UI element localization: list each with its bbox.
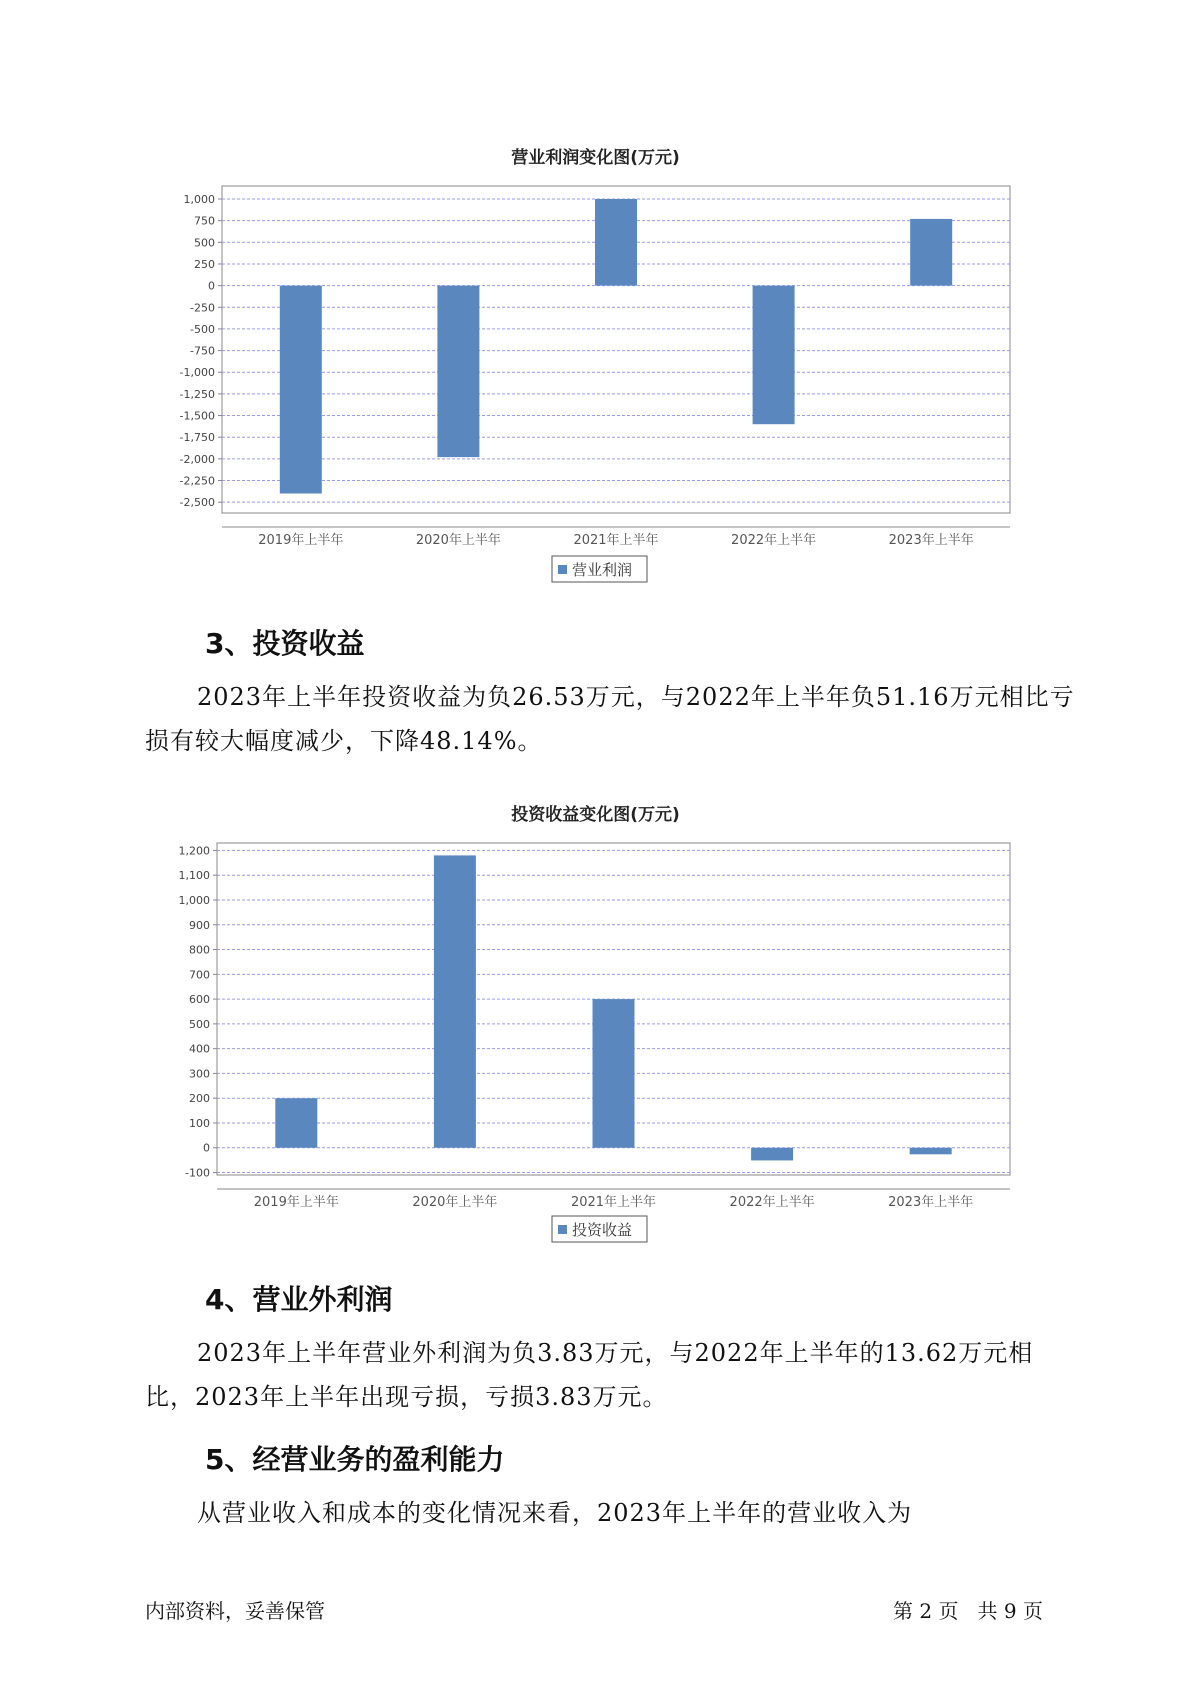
footer-page-number: 第 2 页 共 9 页 [893,1599,1043,1623]
y-tick-label: -2,500 [179,496,215,510]
bar [595,199,637,286]
y-tick-label: -100 [185,1166,210,1180]
bar [280,286,322,494]
bar [751,1148,793,1161]
bar [434,855,476,1147]
x-category-label: 2021年上半年 [573,533,659,548]
x-category-label: 2023年上半年 [888,1195,974,1210]
section-4-paragraph: 2023年上半年营业外利润为负3.83万元，与2022年上半年的13.62万元相比，2023年上半年出现亏损，亏损3.83万元。 [145,1339,1034,1411]
legend-swatch [558,565,567,574]
x-category-label: 2020年上半年 [415,533,501,548]
x-category-label: 2019年上半年 [258,533,344,548]
section-3-paragraph: 2023年上半年投资收益为负26.53万元，与2022年上半年负51.16万元相比亏损有较大幅度减少，下降48.14%。 [145,683,1075,755]
bar [437,286,479,458]
bar [910,219,952,286]
x-category-label: 2022年上半年 [731,533,817,548]
x-category-label: 2021年上半年 [570,1195,657,1210]
y-tick-label: 0 [203,1141,210,1155]
x-category-label: 2023年上半年 [888,533,974,548]
y-tick-label: 500 [189,1017,210,1031]
y-tick-label: 900 [189,918,210,932]
x-category-label: 2019年上半年 [253,1195,339,1210]
y-tick-label: 250 [194,257,215,271]
y-tick-label: -250 [190,301,215,315]
section-3-heading: 3、投资收益 [205,627,365,660]
profit-chart-title: 营业利润变化图(万元) [511,148,680,168]
footer-confidential-note: 内部资料，妥善保管 [145,1599,325,1623]
x-category-label: 2022年上半年 [729,1195,815,1210]
y-tick-label: 600 [189,993,210,1007]
y-tick-label: 100 [189,1116,210,1130]
y-tick-label: 0 [208,279,215,293]
y-tick-label: 1,100 [178,869,210,883]
y-tick-label: 700 [189,968,210,982]
y-tick-label: -1,250 [179,387,215,401]
legend-swatch [558,1225,567,1234]
y-tick-label: 200 [189,1092,210,1106]
legend-label: 投资收益 [572,1221,633,1239]
y-tick-label: 1,000 [183,192,215,206]
x-category-label: 2020年上半年 [412,1195,498,1210]
y-tick-label: 800 [189,943,210,957]
y-tick-label: 1,200 [178,844,210,858]
y-tick-label: 1,000 [178,893,210,907]
y-tick-label: 400 [189,1042,210,1056]
y-tick-label: -500 [190,322,215,336]
y-tick-label: 300 [189,1067,210,1081]
legend-label: 营业利润 [572,561,633,579]
section-5-heading: 5、经营业务的盈利能力 [205,1443,505,1476]
y-tick-label: -1,500 [179,409,215,423]
y-tick-label: -2,000 [179,452,215,466]
y-tick-label: -2,250 [179,474,215,488]
y-tick-label: 500 [194,236,215,250]
invest-chart [0,825,1191,1245]
bar [593,999,635,1148]
section-4-heading: 4、营业外利润 [205,1283,393,1316]
profit-chart [0,170,1191,590]
bar [753,286,795,425]
invest-chart-title: 投资收益变化图(万元) [511,805,680,825]
y-tick-label: -1,750 [179,431,215,445]
y-tick-label: 750 [194,214,215,228]
bar [275,1098,317,1148]
y-tick-label: -1,000 [179,366,215,380]
section-5-paragraph: 从营业收入和成本的变化情况来看，2023年上半年的营业收入为 [197,1499,913,1527]
bar [910,1148,952,1155]
y-tick-label: -750 [190,344,215,358]
